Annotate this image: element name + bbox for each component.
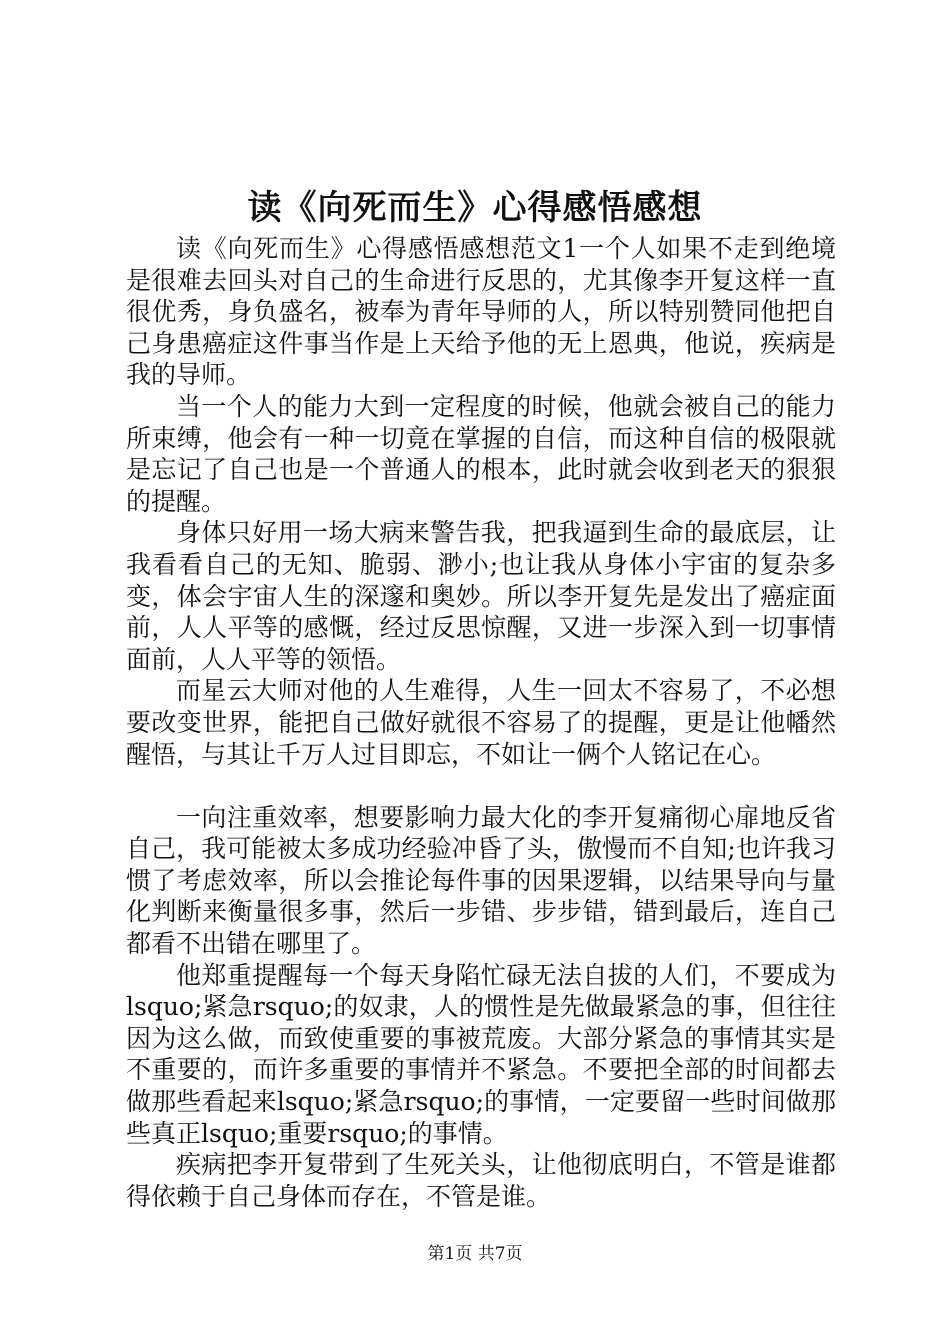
paragraph: 身体只好用一场大病来警告我，把我逼到生命的最底层，让我看看自己的无知、脆弱、渺小;也让我从身体小宇宙的复杂多变，体会宇宙人生的深邃和奥妙。所以李开复先是发出了癌症面前，人人平等的感慨，经过反思惊醒，又进一步深入到一切事情面前，人人平等的领悟。	[126, 518, 836, 674]
paragraph: 当一个人的能力大到一定程度的时候，他就会被自己的能力所束缚，他会有一种一切竟在掌握的自信，而这种自信的极限就是忘记了自己也是一个普通人的根本，此时就会收到老天的狠狠的提醒。	[126, 391, 836, 516]
paragraph: 疾病把李开复带到了生死关头，让他彻底明白，不管是谁都得依赖于自己身体而存在，不管是谁。	[126, 1150, 836, 1211]
page-number: 第1页 共7页	[427, 1244, 523, 1264]
paragraph-gap	[126, 770, 836, 802]
paragraph: 而星云大师对他的人生难得，人生一回太不容易了，不必想要改变世界，能把自己做好就很不容易了的提醒，更是让他幡然醒悟，与其让千万人过目即忘，不如让一俩个人铭记在心。	[126, 676, 836, 769]
paragraph: 一向注重效率，想要影响力最大化的李开复痛彻心扉地反省自己，我可能被太多成功经验冲昏了头，傲慢而不自知;也许我习惯了考虑效率，所以会推论每件事的因果逻辑，以结果导向与量化判断来衡量很多事，然后一步错、步步错，错到最后，连自己都看不出错在哪里了。	[126, 802, 836, 959]
paragraph: 他郑重提醒每一个每天身陷忙碌无法自拔的人们，不要成为lsquo;紧急rsquo;的奴隶，人的惯性是先做最紧急的事，但往往因为这么做，而致使重要的事被荒废。大部分紧急的事情其实是不重要的，而许多重要的事情并不紧急。不要把全部的时间都去做那些看起来lsquo;紧急rsquo;的事情，一定要留一些时间做那些真正lsquo;重要rsquo;的事情。	[126, 960, 836, 1148]
document-body	[126, 233, 836, 1212]
paragraph: 读《向死而生》心得感悟感想范文1一个人如果不走到绝境是很难去回头对自己的生命进行反思的，尤其像李开复这样一直很优秀，身负盛名，被奉为青年导师的人，所以特别赞同他把自己身患癌症这件事当作是上天给予他的无上恩典，他说，疾病是我的导师。	[126, 234, 836, 390]
document-title: 读《向死而生》心得感悟感想	[247, 188, 703, 228]
